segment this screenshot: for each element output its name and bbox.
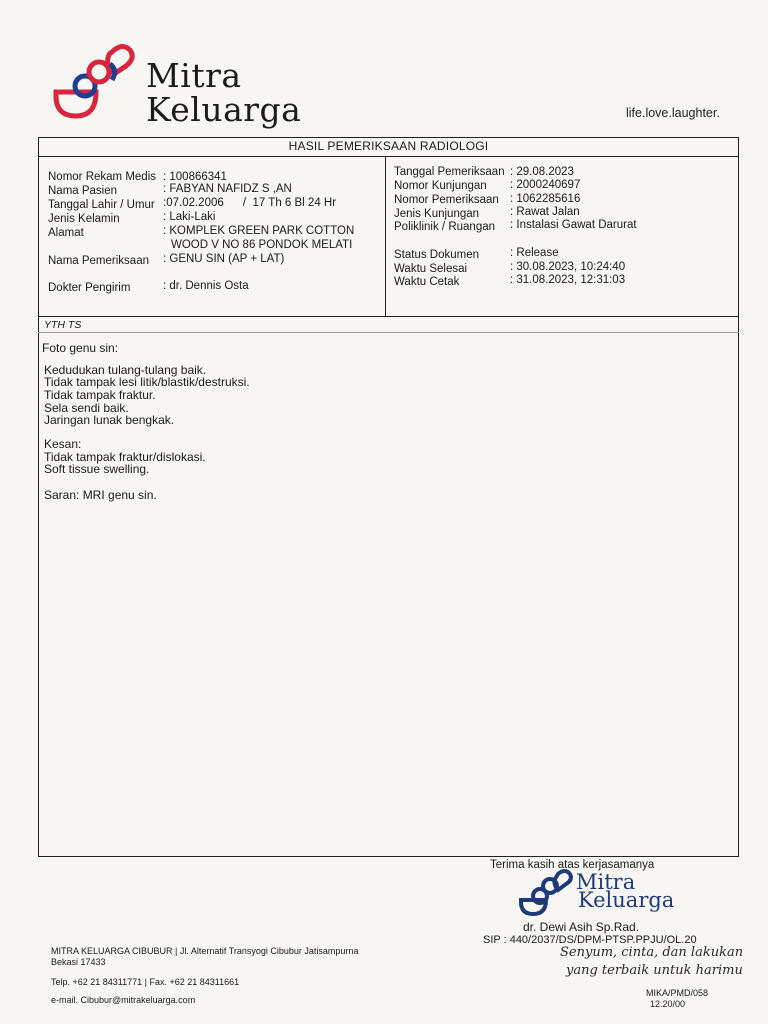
stamp-brand-line1: Mitra [576,870,636,894]
signing-doctor: dr. Dewi Asih Sp.Rad. [523,920,640,934]
field-value: 31.08.2023, 12:31:03 [516,274,626,286]
finding-line: Tidak tampak fraktur. [44,388,156,402]
field-value-clinic-room: : Instalasi Gawat Darurat [510,219,637,231]
field-value: 1062285616 [516,193,581,205]
field-exam-date [394,165,505,179]
brand-name-line2: Keluarga [146,90,302,129]
findings-heading: Foto genu sin: [42,341,119,355]
field-label: Waktu Cetak [394,276,460,288]
impression-line: Soft tissue swelling. [44,462,150,476]
field-value-print-time: : 31.08.2023, 12:31:03 [510,274,626,286]
finding-line: Jaringan lunak bengkak. [44,413,175,427]
field-label: Nama Pemeriksaan [48,255,149,267]
finding-line: Sela sendi baik. [44,401,129,415]
field-print-time [394,275,459,289]
salutation: YTH TS [44,319,82,331]
field-value: Instalasi Gawat Darurat [516,219,637,231]
field-value: dr. Dennis Osta [169,280,249,292]
field-label: Status Dokumen [394,249,480,261]
email: e-mail. Cibubur@mitrakeluarga.com [51,995,196,1005]
field-document-status [394,248,479,262]
slogan-line2: yang terbaik untuk harimu [566,963,743,978]
field-value: 29.08.2023 [516,166,574,178]
form-code [646,988,708,1010]
field-value: WOOD V NO 86 PONDOK MELATI [171,239,353,251]
field-label: Jenis Kunjungan [394,208,480,220]
field-value-finish-time: : 30.08.2023, 10:24:40 [510,261,626,273]
thanks-note: Terima kasih atas kerjasamanya [490,859,655,871]
field-value: FABYAN NAFIDZ S ,AN [169,183,292,195]
field-referring-doctor [48,281,130,295]
field-value: 100866341 [169,171,227,183]
field-value-patient-name: : FABYAN NAFIDZ S ,AN [163,183,292,195]
field-label: Nomor Kunjungan [394,180,487,192]
field-label: Alamat [48,227,84,239]
field-value: 30.08.2023, 10:24:40 [516,261,626,273]
field-value-exam-name: : GENU SIN (AP + LAT) [163,253,285,265]
field-label: Dokter Pengirim [48,282,131,294]
field-value-medical-record: : 100866341 [163,171,227,183]
field-clinic-room [394,220,495,234]
doctor-sip: SIP : 440/2037/DS/DPM-PTSP.PPJU/OL.20 [483,934,697,946]
field-value-referring-doctor: : dr. Dennis Osta [163,280,249,292]
stamp-logo-icon [518,868,574,916]
field-value-visit-type: : Rawat Jalan [510,206,580,218]
field-value-visit-number: : 2000240697 [510,179,581,191]
finding-line: Kedudukan tulang-tulang baik. [44,363,207,377]
field-visit-type [394,207,479,221]
suggestion: Saran: MRI genu sin. [44,488,157,502]
field-label: Nomor Pemeriksaan [394,194,499,206]
form-code-line1: MIKA/PMD/058 [646,988,709,998]
field-birth-date [48,198,155,212]
field-visit-number [394,179,487,193]
field-value: Rawat Jalan [516,206,580,218]
field-value-exam-number: : 1062285616 [510,193,581,205]
logo-mark [52,40,138,120]
field-value-address-line2 [171,238,352,252]
field-finish-time [394,262,467,276]
field-value: KOMPLEK GREEN PARK COTTON [169,225,355,237]
field-patient-name [48,184,117,198]
field-label: Tanggal Pemeriksaan [394,166,505,178]
field-value-birth-date: :07.02.2006 / 17 Th 6 Bl 24 Hr [163,197,337,209]
info-divider [385,157,386,317]
address-line2: Bekasi 17433 [51,957,106,967]
field-medical-record [48,170,156,184]
field-address [48,226,84,240]
slogan-line1: Senyum, cinta, dan lakukan [560,945,744,960]
field-gender [48,212,120,226]
field-label: Jenis Kelamin [48,213,120,225]
salutation-divider [38,332,739,333]
logo-icon [52,40,138,120]
stamp-brand-line2: Keluarga [578,888,675,912]
field-label: Nomor Rekam Medis [48,171,156,183]
field-label: Nama Pasien [48,185,118,197]
field-value-exam-date: : 29.08.2023 [510,166,574,178]
form-code-line2: 12.20/00 [650,999,686,1009]
impression-heading: Kesan: [44,437,82,451]
phone-fax: Telp. +62 21 84311771 | Fax. +62 21 84311661 [51,977,240,987]
field-label: Waktu Selesai [394,263,468,275]
impression-line: Tidak tampak fraktur/dislokasi. [44,450,206,464]
field-exam-name [48,254,149,268]
field-exam-number [394,193,499,207]
field-value: 07.02.2006 / 17 Th 6 Bl 24 Hr [166,197,337,209]
field-value-gender: : Laki-Laki [163,211,216,223]
brand-name-line1: Mitra [146,56,242,95]
field-value-document-status: : Release [510,247,559,259]
tagline: life.love.laughter. [626,106,720,120]
finding-line: Tidak tampak lesi litik/blastik/destruksi. [44,375,250,389]
report-title: HASIL PEMERIKSAAN RADIOLOGI [38,137,739,157]
field-value: Laki-Laki [169,211,216,223]
field-value: GENU SIN (AP + LAT) [169,253,285,265]
field-value: Release [516,247,559,259]
field-label: Poliklinik / Ruangan [394,221,496,233]
field-value-address: : KOMPLEK GREEN PARK COTTON [163,225,355,237]
address-line1: MITRA KELUARGA CIBUBUR | Jl. Alternatif Transyogi Cibubur Jatisampurna [51,946,359,956]
field-label: Tanggal Lahir / Umur [48,199,155,211]
field-value: 2000240697 [516,179,581,191]
